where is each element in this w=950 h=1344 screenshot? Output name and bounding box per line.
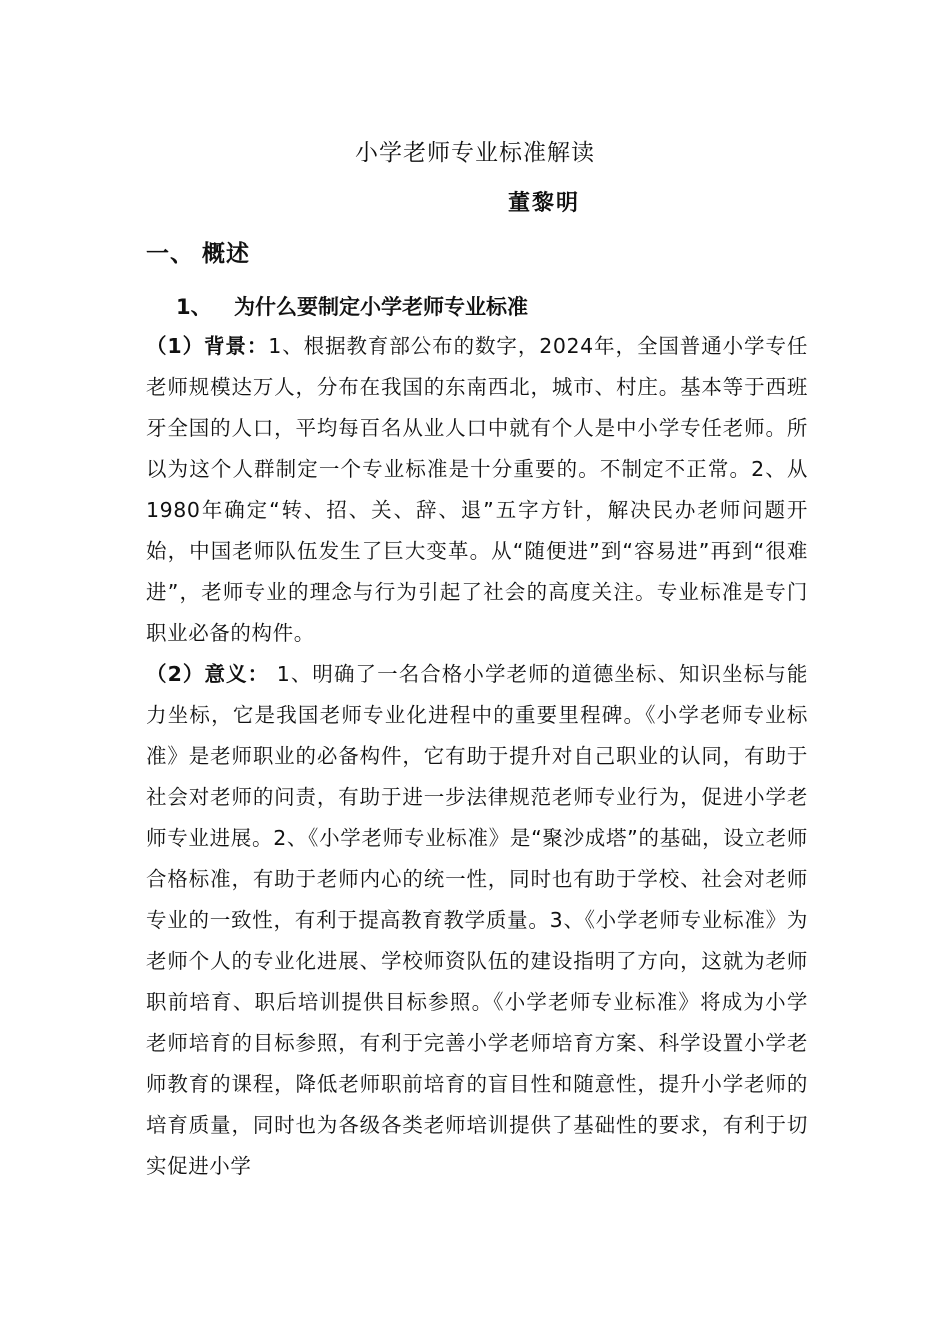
section-title: 概述 xyxy=(202,241,250,267)
paragraph-text: 1、明确了一名合格小学老师的道德坐标、知识坐标与能力坐标，它是我国老师专业化进程中的重要里程碑。《小学老师专业标准》是老师职业的必备构件，它有助于提升对自己职业的认同，有助于社会对老师的问责，有助于进一步法律规范老师专业行为，促进小学老师专业进展。2、《小学老师专业标准》是“聚沙成塔”的基础，设立老师合格标准，有助于老师内心的统一性，同时也有助于学校、社会对老师专业的一致性，有利于提高教育教学质量。3、《小学老师专业标准》为老师个人的专业化进展、学校师资队伍的建设指明了方向，这就为老师职前培育、职后培训提供目标参照。《小学老师专业标准》将成为小学老师培育的目标参照，有利于完善小学老师培育方案、科学设置小学老师教育的课程，降低老师职前培育的盲目性和随意性，提升小学老师的培育质量，同时也为各级各类老师培训提供了基础性的要求，有利于切实促进小学 xyxy=(146,662,808,1178)
paragraph-significance xyxy=(146,654,808,1187)
document-author: 董黎明 xyxy=(508,191,581,216)
document-title: 小学老师专业标准解读 xyxy=(355,140,595,166)
subsection-title: 为什么要制定小学老师专业标准 xyxy=(234,295,528,319)
paragraph-lead: （2）意义： xyxy=(146,662,270,686)
subsection-heading xyxy=(176,291,528,321)
section-number: 一、 xyxy=(146,241,194,267)
paragraph-lead: （1）背景： xyxy=(146,334,269,358)
section-heading xyxy=(146,235,250,268)
subsection-number: 1、 xyxy=(176,295,212,319)
paragraph-background xyxy=(146,326,808,654)
paragraph-text: 1、根据教育部公布的数字，2024年，全国普通小学专任老师规模达万人，分布在我国的东南西北，城市、村庄。基本等于西班牙全国的人口，平均每百名从业人口中就有个人是中小学专任老师。所以为这个人群制定一个专业标准是十分重要的。不制定不正常。2、从1980年确定“转、招、关、辞、退”五字方针，解决民办老师问题开始，中国老师队伍发生了巨大变革。从“随便进”到“容易进”再到“很难进”，老师专业的理念与行为引起了社会的高度关注。专业标准是专门职业必备的构件。 xyxy=(146,334,808,645)
